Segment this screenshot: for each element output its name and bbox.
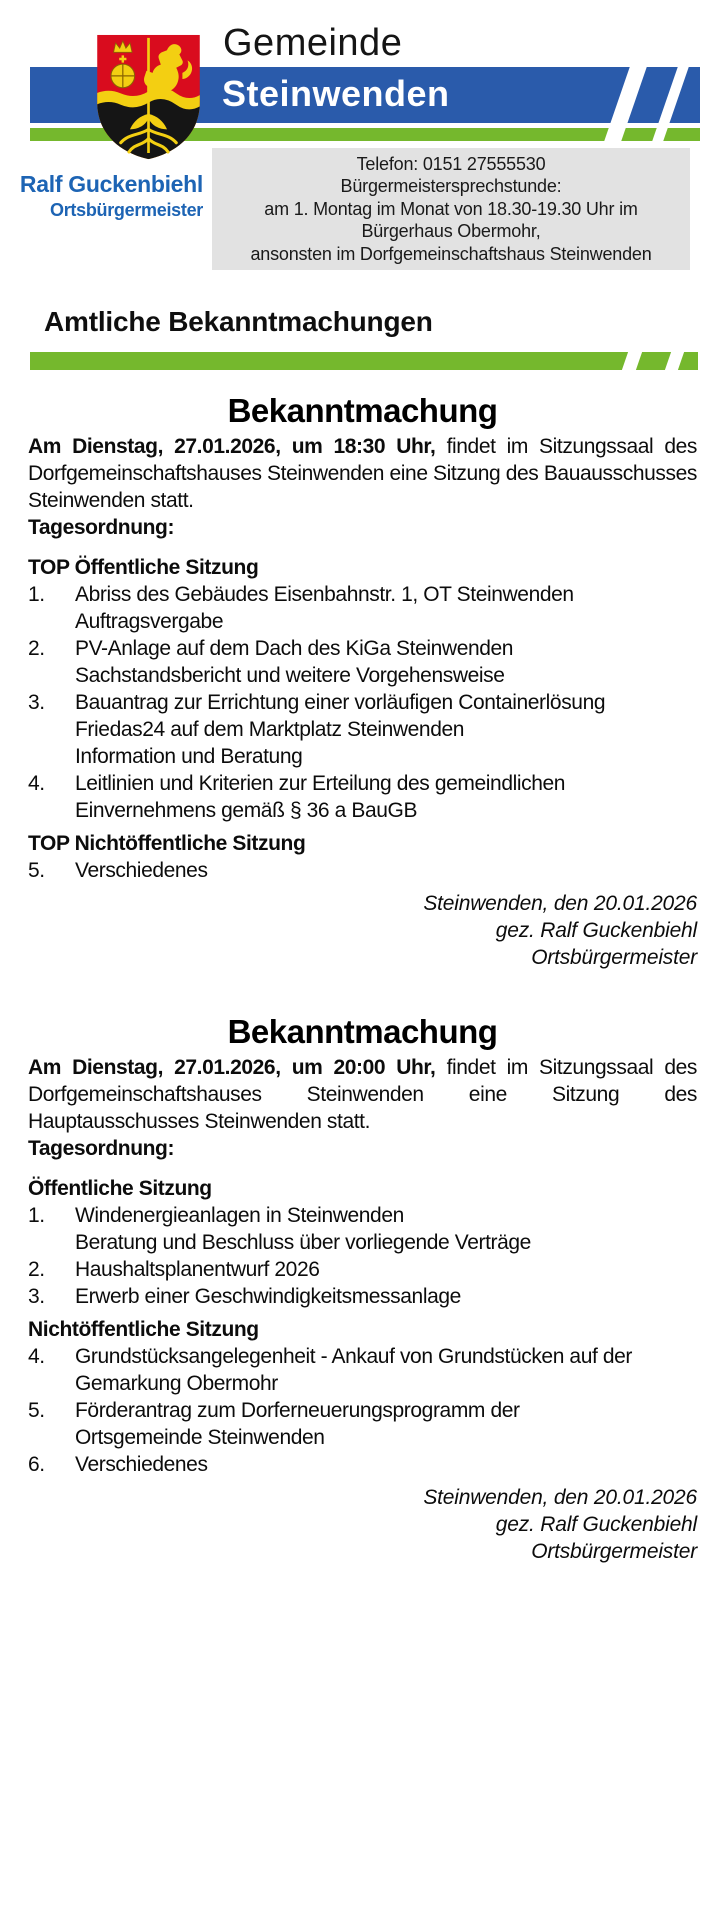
nonpublic-session-heading: TOP Nichtöffentliche Sitzung bbox=[28, 832, 306, 855]
agenda-item-number: 2. bbox=[28, 637, 45, 660]
agenda-item-line: Sachstandsbericht und weitere Vorgehensweise bbox=[75, 664, 505, 687]
contact-office-hours-time: am 1. Montag im Monat von 18.30-19.30 Uhr im bbox=[264, 198, 638, 219]
signature-block bbox=[28, 890, 697, 971]
agenda-item-line: Friedas24 auf dem Marktplatz Steinwenden bbox=[75, 718, 465, 741]
public-session-heading: TOP Öffentliche Sitzung bbox=[28, 556, 259, 579]
official-title: Ortsbürgermeister bbox=[50, 200, 203, 220]
agenda-label: Tagesordnung: bbox=[28, 1137, 175, 1160]
agenda-item-number: 4. bbox=[28, 772, 45, 795]
signature-name: gez. Ralf Guckenbiehl bbox=[495, 1513, 697, 1536]
announcement-1 bbox=[28, 392, 697, 971]
agenda-item-line: Haushaltsplanentwurf 2026 bbox=[75, 1258, 320, 1281]
municipality-name: Steinwenden bbox=[222, 73, 450, 114]
agenda-item-5 bbox=[28, 857, 697, 884]
agenda-item-line: Einvernehmens gemäß § 36 a BauGB bbox=[75, 799, 418, 822]
signature-title: Ortsbürgermeister bbox=[531, 1540, 697, 1563]
agenda-item-number: 2. bbox=[28, 1258, 45, 1281]
agenda-item-number: 3. bbox=[28, 1285, 45, 1308]
divider-slash-2 bbox=[664, 350, 685, 372]
contact-office-hours-label: Bürgermeistersprechstunde: bbox=[340, 176, 562, 197]
coat-of-arms-icon bbox=[92, 31, 205, 164]
agenda-item-line: Verschiedenes bbox=[75, 859, 208, 882]
agenda-item-5 bbox=[28, 1397, 697, 1451]
agenda-item-line: Erwerb einer Geschwindigkeitsmessanlage bbox=[75, 1285, 461, 1308]
announcement-title: Bekanntmachung bbox=[227, 392, 498, 429]
agenda-item-line: Abriss des Gebäudes Eisenbahnstr. 1, OT Steinwenden bbox=[75, 583, 574, 606]
signature-place-date: Steinwenden, den 20.01.2026 bbox=[423, 892, 697, 915]
agenda-item-number: 1. bbox=[28, 583, 45, 606]
agenda-item-number: 5. bbox=[28, 859, 45, 882]
announcement-intro bbox=[28, 433, 697, 514]
agenda-item-line: Leitlinien und Kriterien zur Erteilung des gemeindlichen bbox=[75, 772, 566, 795]
agenda-item-line: Bauantrag zur Errichtung einer vorläufigen Containerlösung bbox=[75, 691, 606, 714]
agenda-item-line: Grundstücksangelegenheit - Ankauf von Grundstücken auf der bbox=[75, 1345, 632, 1368]
agenda-item-line: Gemarkung Obermohr bbox=[75, 1372, 278, 1395]
intro-text: findet im Sitzungssaal des Dorfgemeinschaftshauses Steinwenden eine Sitzung des Bauausschusses Steinwenden statt. bbox=[28, 435, 698, 512]
agenda-item-line: Windenergieanlagen in Steinwenden bbox=[75, 1204, 404, 1227]
agenda-item-number: 4. bbox=[28, 1345, 45, 1368]
public-session-heading: Öffentliche Sitzung bbox=[28, 1177, 212, 1200]
signature-place-date: Steinwenden, den 20.01.2026 bbox=[423, 1486, 697, 1509]
announcements bbox=[28, 384, 697, 1565]
agenda-item-number: 5. bbox=[28, 1399, 45, 1422]
announcement-title: Bekanntmachung bbox=[227, 1013, 498, 1050]
contact-box bbox=[212, 148, 690, 270]
intro-date-bold: Am Dienstag, 27.01.2026, um 18:30 Uhr, bbox=[28, 435, 436, 458]
official-name-block bbox=[10, 170, 203, 222]
signature-name: gez. Ralf Guckenbiehl bbox=[495, 919, 697, 942]
agenda-item-2 bbox=[28, 1256, 697, 1283]
announcement-2 bbox=[28, 1013, 697, 1565]
agenda-item-line: Förderantrag zum Dorferneuerungsprogramm der bbox=[75, 1399, 520, 1422]
agenda-item-4 bbox=[28, 1343, 697, 1397]
agenda-item-3 bbox=[28, 689, 697, 770]
agenda-item-3 bbox=[28, 1283, 697, 1310]
divider-slash-1 bbox=[621, 350, 643, 372]
contact-location-1: Bürgerhaus Obermohr, bbox=[361, 221, 541, 242]
agenda-item-line: Auftragsvergabe bbox=[75, 610, 224, 633]
agenda-item-1 bbox=[28, 1202, 697, 1256]
announcement-intro bbox=[28, 1054, 697, 1135]
intro-date-bold: Am Dienstag, 27.01.2026, um 20:00 Uhr, bbox=[28, 1056, 436, 1079]
agenda-item-line: PV-Anlage auf dem Dach des KiGa Steinwenden bbox=[75, 637, 514, 660]
agenda-item-4 bbox=[28, 770, 697, 824]
agenda-label: Tagesordnung: bbox=[28, 516, 175, 539]
municipality-label: Gemeinde bbox=[223, 22, 403, 64]
section-title: Amtliche Bekanntmachungen bbox=[44, 306, 433, 337]
official-name: Ralf Guckenbiehl bbox=[19, 171, 203, 197]
intro-text: findet im Sitzungssaal des Dorfgemeinschaftshauses Steinwenden eine Sitzung des Hauptausschusses Steinwenden statt. bbox=[28, 1056, 698, 1133]
agenda-item-number: 1. bbox=[28, 1204, 45, 1227]
green-divider bbox=[30, 352, 698, 370]
agenda-item-6 bbox=[28, 1451, 697, 1478]
nonpublic-session-heading: Nichtöffentliche Sitzung bbox=[28, 1318, 259, 1341]
contact-location-2: ansonsten im Dorfgemeinschaftshaus Steinwenden bbox=[250, 243, 652, 264]
agenda-item-line: Ortsgemeinde Steinwenden bbox=[75, 1426, 325, 1449]
agenda-item-2 bbox=[28, 635, 697, 689]
agenda-item-line: Beratung und Beschluss über vorliegende Verträge bbox=[75, 1231, 531, 1254]
agenda-item-number: 3. bbox=[28, 691, 45, 714]
contact-phone: Telefon: 0151 27555530 bbox=[356, 153, 546, 174]
agenda-item-line: Information und Beratung bbox=[75, 745, 303, 768]
agenda-item-number: 6. bbox=[28, 1453, 45, 1476]
signature-block bbox=[28, 1484, 697, 1565]
signature-title: Ortsbürgermeister bbox=[531, 946, 697, 969]
agenda-item-line: Verschiedenes bbox=[75, 1453, 208, 1476]
agenda-item-1 bbox=[28, 581, 697, 635]
